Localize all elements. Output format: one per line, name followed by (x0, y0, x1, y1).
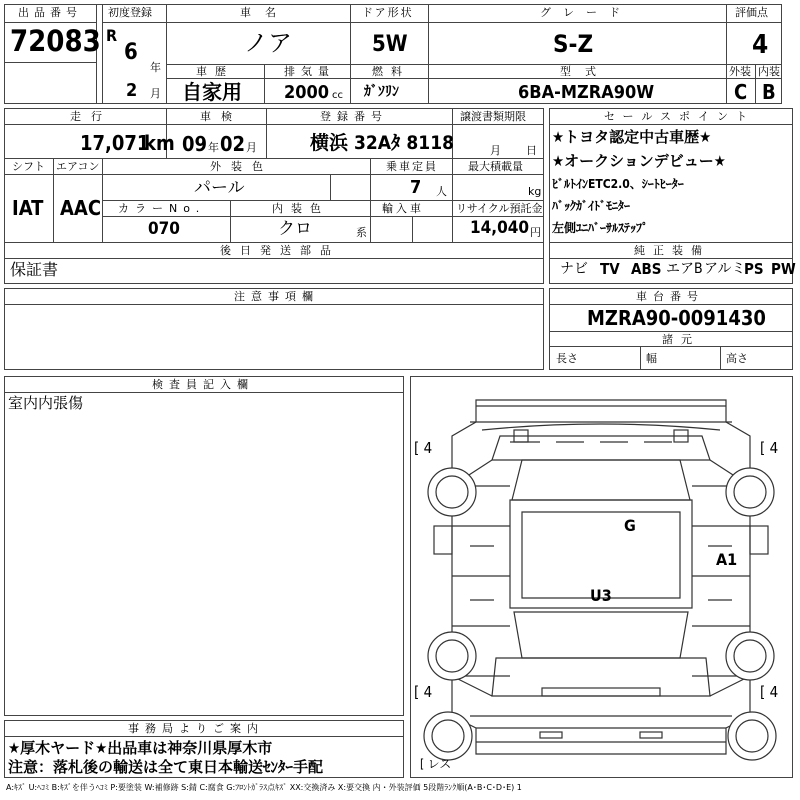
shift: IAT (12, 196, 44, 220)
int-label: 内装 (758, 65, 780, 78)
insp-month: 02 (220, 132, 246, 156)
spec-width: 幅 (646, 352, 657, 365)
shift-label: シフト (12, 160, 45, 173)
model: 6BA-MZRA90W (518, 82, 655, 103)
office-label: 事務局よりご案内 (128, 722, 264, 735)
chassis-label: 車台番号 (636, 290, 704, 303)
chassis-number: MZRA90-0091430 (587, 306, 766, 330)
grade-label: グレード (540, 6, 632, 19)
month-unit: 月 (150, 87, 161, 100)
loadcap-label: 最大積載量 (468, 160, 523, 173)
int-rating: B (762, 80, 776, 104)
inspection-label: 車検 (200, 110, 242, 123)
displacement-unit: cc (332, 90, 343, 101)
recycle-label: リサイクル預託金 (456, 202, 543, 215)
spare-tire: [ レス (420, 757, 452, 771)
grade: S-Z (553, 30, 594, 58)
door-label: ドア形状 (362, 6, 414, 19)
tire-fl: [ 4 (414, 439, 433, 457)
ext-color-label: 外装色 (210, 160, 273, 173)
score-label: 評価点 (735, 6, 768, 19)
history-label: 車歴 (196, 65, 234, 78)
int-color: クロ (278, 219, 312, 239)
later-parts: 保証書 (10, 260, 59, 279)
equip-airbag: エアB (666, 261, 703, 277)
displacement-label: 排気量 (284, 65, 335, 78)
ac-label: エアコン (56, 160, 100, 173)
equipment-label: 純正装備 (634, 244, 710, 257)
plate-label: 登録番号 (320, 110, 388, 123)
mileage-label: 走行 (70, 110, 112, 123)
transfer-month: 月 (490, 144, 501, 157)
spec-label: 諸元 (662, 333, 700, 346)
transfer-day: 日 (526, 144, 537, 157)
equip-ps: PS (744, 260, 764, 278)
capacity-label: 乗車定員 (386, 160, 438, 173)
tire-rr: [ 4 (760, 683, 779, 701)
ext-color: パール (194, 178, 245, 198)
tire-rl: [ 4 (414, 683, 433, 701)
equip-abs: ABS (631, 260, 662, 278)
car-name: ノア (244, 29, 292, 57)
notes-label: 注意事項欄 (234, 290, 319, 303)
first-reg-label: 初度登録 (108, 6, 152, 19)
capacity: 7 (410, 177, 422, 198)
ext-rating: C (734, 80, 748, 104)
mileage: 17,071 (80, 131, 150, 155)
equip-tv: TV (600, 260, 620, 278)
mileage-unit: km (144, 131, 175, 155)
recycle-unit: 円 (530, 226, 541, 239)
sales-line-5: 左側ﾕﾆﾊﾞｰｻﾙｽﾃｯﾌﾟ (552, 221, 649, 235)
mark-roof: U3 (590, 586, 612, 605)
equip-pw: PW (771, 260, 796, 278)
year-unit: 年 (150, 61, 161, 74)
mark-windshield: G (624, 516, 636, 535)
door-type: 5W (372, 32, 408, 57)
tire-fr: [ 4 (760, 439, 779, 457)
mark-side: A1 (716, 550, 738, 569)
spec-height: 高さ (726, 352, 748, 365)
transfer-label: 譲渡書類期限 (460, 110, 526, 123)
sales-label: セールスポイント (604, 110, 756, 123)
loadcap-unit: kg (528, 185, 542, 198)
sales-line-3: ﾋﾞﾙﾄｲﾝETC2.0、ｼｰﾄﾋｰﾀｰ (552, 177, 684, 191)
ac: AAC (60, 196, 102, 220)
score: 4 (752, 30, 769, 60)
legend: A:ｷｽﾞ U:ﾍｺﾐ B:ｷｽﾞを伴うﾍｺﾐ P:要塗装 W:補修跡 S:錆 C:腐食 G:ﾌﾛﾝﾄｶﾞﾗｽ点ｷｽﾞ XX:交換済み X:要交換 内・外装評価 5段階ﾗﾝｸ順(A･B･C･D･E) 1 (6, 783, 522, 792)
name-label: 車名 (240, 6, 290, 19)
later-parts-label: 後日発送部品 (220, 244, 340, 257)
car-diagram (410, 376, 793, 778)
reg-year: 6 (124, 40, 138, 65)
capacity-unit: 人 (436, 185, 447, 198)
fuel-label: 燃料 (372, 65, 410, 78)
equip-alloy: アルミ (704, 261, 746, 277)
displacement: 2000 (284, 82, 330, 103)
sales-line-2: ★オークションデビュー★ (552, 152, 726, 170)
recycle: 14,040 (470, 218, 530, 238)
color-no-label: カラーNo. (118, 202, 206, 215)
insp-year-unit: 年 (208, 141, 219, 154)
fuel: ｶﾞｿﾘﾝ (364, 84, 399, 100)
office-line-2: 注意：落札後の輸送は全て東日本輸送ｾﾝﾀｰ手配 (8, 758, 324, 776)
model-label: 型式 (560, 65, 610, 78)
sales-line-4: ﾊﾞｯｸｶﾞｲﾄﾞﾓﾆﾀｰ (552, 199, 631, 213)
color-no: 070 (148, 219, 180, 239)
era: R (106, 26, 118, 45)
int-color-unit: 系 (356, 226, 367, 239)
office-line-1: ★厚木ヤード★出品車は神奈川県厚木市 (8, 739, 273, 757)
equip-navi: ナビ (560, 261, 588, 277)
inspector-text: 室内内張傷 (8, 394, 84, 412)
spec-length: 長さ (556, 352, 578, 365)
lot-label: 出品番号 (18, 6, 82, 19)
import-label: 輸入車 (382, 202, 424, 215)
insp-month-unit: 月 (246, 141, 257, 154)
plate: 横浜 32Aﾀ 8118 (310, 132, 454, 154)
insp-year: 09 (182, 132, 208, 156)
history: 自家用 (182, 80, 242, 104)
reg-month: 2 (126, 80, 138, 101)
sales-line-1: ★トヨタ認定中古車歴★ (552, 128, 712, 146)
int-color-label: 内装色 (272, 202, 329, 215)
lot-number: 72083 (10, 24, 101, 58)
inspector-box (4, 376, 404, 716)
ext-label: 外装 (729, 65, 751, 78)
inspector-label: 検査員記入欄 (152, 378, 254, 391)
